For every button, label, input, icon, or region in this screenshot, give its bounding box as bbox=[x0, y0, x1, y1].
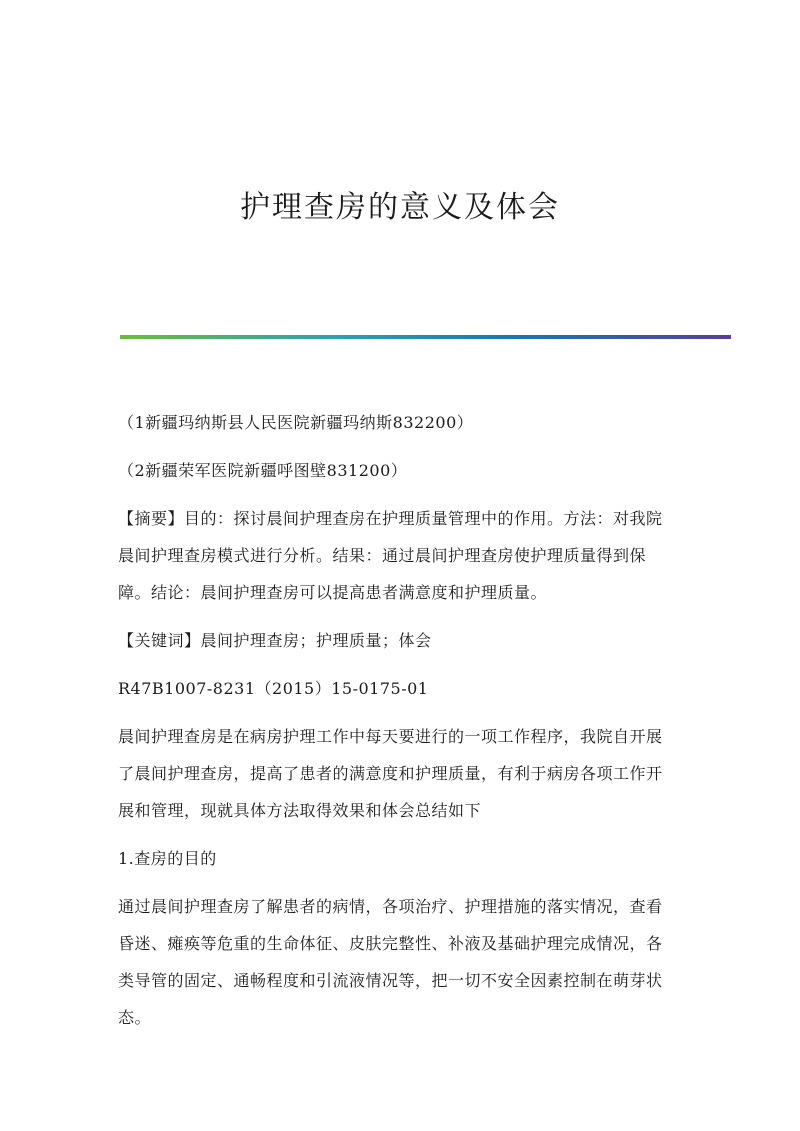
abstract: 【摘要】目的：探讨晨间护理查房在护理质量管理中的作用。方法：对我院晨间护理查房模式进行分析。结果：通过晨间护理查房使护理质量得到保障。结论：晨间护理查房可以提高患者满意度和护理质量。 bbox=[118, 509, 663, 602]
intro-paragraph: 晨间护理查房是在病房护理工作中每天要进行的一项工作程序，我院自开展了晨间护理查房，提高了患者的满意度和护理质量，有利于病房各项工作开展和管理，现就具体方法取得效果和体会总结如下 bbox=[118, 727, 663, 820]
affiliation-2: （2新疆荣军医院新疆呼图壁831200） bbox=[118, 461, 408, 480]
classification-code: R47B1007-8231（2015）15-0175-01 bbox=[118, 679, 429, 698]
keywords: 【关键词】晨间护理查房；护理质量；体会 bbox=[118, 631, 432, 650]
section-1-heading: 1.查房的目的 bbox=[118, 849, 217, 868]
affiliation-1: （1新疆玛纳斯县人民医院新疆玛纳斯832200） bbox=[118, 413, 474, 432]
title-divider bbox=[120, 335, 731, 339]
section-1-body: 通过晨间护理查房了解患者的病情，各项治疗、护理措施的落实情况，查看昏迷、瘫痪等危重的生命体征、皮肤完整性、补液及基础护理完成情况，各类导管的固定、通畅程度和引流液情况等，把一切不安全因素控制在萌芽状态。 bbox=[118, 897, 663, 1027]
document-body bbox=[118, 404, 678, 1047]
document-title: 护理查房的意义及体会 bbox=[240, 190, 560, 225]
